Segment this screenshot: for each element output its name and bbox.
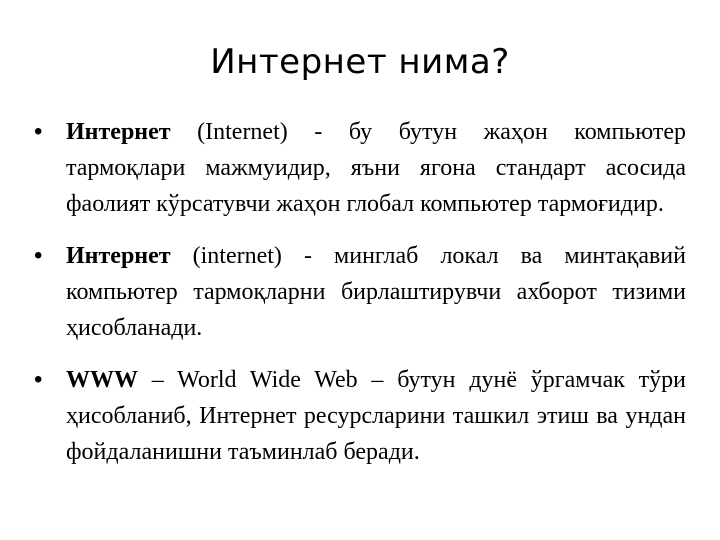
bullet-list	[34, 114, 686, 470]
bullet-item-www	[34, 362, 686, 470]
bullet-dot-icon: •	[34, 242, 43, 269]
bullet-term: Интернет	[66, 243, 171, 269]
bullet-term: WWW	[66, 367, 138, 393]
bullet-dot-icon: •	[34, 366, 43, 393]
bullet-item-internet-system	[34, 238, 686, 346]
bullet-dot-icon: •	[34, 118, 43, 145]
bullet-text: (Internet) - бу бутун жаҳон компьютер тармоқлари мажмуидир, яъни ягона стандарт асосида фаолият кўрсатувчи жаҳон глобал компьютер тармоғидир.	[66, 119, 686, 217]
bullet-text: (internet) - минглаб локал ва минтақавий компьютер тармоқларни бирлаштирувчи ахборот тизими ҳисобланади.	[66, 243, 686, 341]
bullet-item-internet-definition	[34, 114, 686, 222]
slide-title: Интернет нима?	[210, 42, 510, 82]
bullet-term: Интернет	[66, 119, 171, 145]
bullet-text: – World Wide Web – бутун дунё ўргамчак тўри ҳисобланиб, Интернет ресурсларини ташкил этиш ва ундан фойдаланишни таъминлаб беради.	[66, 367, 686, 465]
